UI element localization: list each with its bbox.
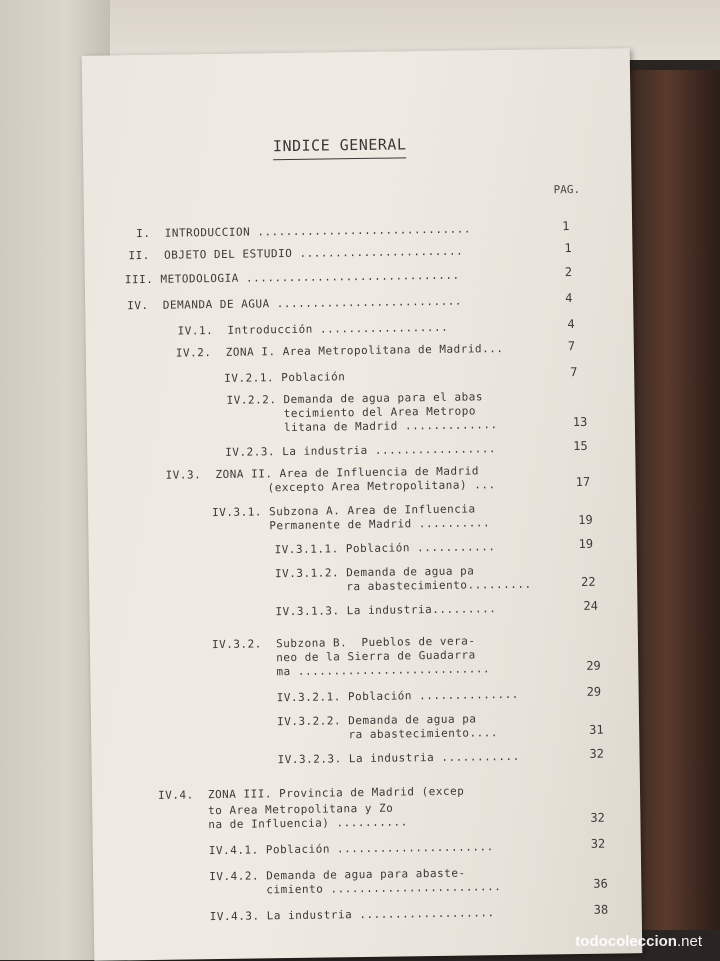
toc-entry-page: 22 [581, 574, 596, 589]
toc-entry-text: IV.3.2. Subzona B. Pueblos de vera- [211, 634, 476, 652]
toc-entry-text: ra abastecimiento.... [277, 726, 499, 743]
toc-entry-text: IV.2. ZONA I. Area Metropolitana de Madrid... [175, 342, 504, 360]
toc-entry-text: II. OBJETO DEL ESTUDIO ....................... [128, 244, 464, 263]
toc-entry-text: IV.3.1. Subzona A. Area de Influencia [212, 502, 476, 520]
toc-entry-page: 32 [590, 810, 605, 825]
toc-entry-page: 7 [567, 339, 576, 354]
toc-entry-page: 24 [583, 598, 598, 613]
toc-entry-text: IV.3. ZONA II. Area de Influencia de Madrid [165, 464, 480, 482]
toc-entry-page: 17 [575, 474, 591, 490]
toc-entry-text: IV.4. ZONA III. Provincia de Madrid (excep [157, 784, 465, 802]
toc-entry-text: IV.3.2.3. La industria ........... [277, 749, 520, 767]
toc-entry-text: cimiento ........................ [209, 880, 502, 898]
toc-entry-text: IV.2.2. Demanda de agua para el abas [226, 390, 484, 407]
toc-entry-page: 15 [573, 438, 588, 454]
toc-entry-page: 1 [562, 219, 570, 234]
toc-entry-page: 1 [564, 241, 572, 256]
toc-entry-page: 7 [570, 364, 578, 380]
toc-entry-text: IV. DEMANDA DE AGUA .......................... [127, 294, 463, 313]
toc-entry-text: IV.3.2.2. Demanda de agua pa [276, 712, 477, 729]
toc-entry-text: I. INTRODUCCION .............................. [136, 222, 472, 241]
toc-entry-text: na de Influencia) .......... [158, 815, 408, 832]
toc-entry-text: neo de la Sierra de Guadarra [212, 648, 476, 666]
toc-entry-text: (excepto Area Metropolitana) ... [217, 478, 496, 496]
toc-entry-text: IV.3.1.3. La industria......... [275, 602, 497, 619]
toc-entry-text: IV.3.1.1. Población ........... [274, 540, 496, 557]
toc-entry-page: 32 [589, 746, 605, 761]
toc-entry-text: IV.4.1. Población ...................... [208, 840, 494, 858]
toc-entry-page: 13 [572, 414, 588, 430]
toc-entry-text: IV.3.2.1. Población .............. [276, 687, 519, 705]
book-page [82, 48, 643, 961]
book-cover-edge [630, 70, 720, 930]
page-column-header: PAG. [553, 182, 581, 197]
toc-entry-text: ma ........................... [212, 662, 491, 680]
watermark-logo [575, 933, 702, 950]
toc-entry-page: 31 [589, 722, 604, 737]
toc-entry-text: IV.3.1.2. Demanda de agua pa [274, 564, 475, 581]
page-title: INDICE GENERAL [273, 135, 407, 160]
toc-entry-page: 19 [578, 536, 594, 551]
toc-entry-text: Permanente de Madrid .......... [212, 516, 491, 534]
toc-entry-text: IV.4.3. La industria ................... [209, 906, 495, 924]
toc-entry-page: 38 [593, 902, 609, 917]
toc-entry-text: ra abastecimiento......... [275, 577, 532, 595]
toc-entry-page: 36 [593, 876, 608, 891]
toc-entry-page: 29 [586, 684, 602, 699]
toc-entry-text: III. METODOLOGIA .............................. [124, 268, 460, 287]
toc-entry-text: IV.1. Introducción .................. [177, 320, 449, 338]
toc-entry-page: 32 [590, 836, 606, 851]
toc-entry-page: 4 [565, 291, 573, 306]
toc-entry-text: litana de Madrid ............. [226, 418, 498, 435]
toc-entry-page: 2 [564, 265, 573, 280]
toc-entry-text: tecimiento del Area Metropo [226, 404, 477, 421]
toc-entry-text: IV.4.2. Demanda de agua para abaste- [209, 866, 466, 884]
toc-entry-text: IV.2.3. La industria ................. [225, 442, 496, 459]
toc-entry-page: 19 [578, 512, 593, 527]
toc-entry-page: 4 [567, 317, 575, 332]
toc-entry-text: IV.2.1. Población [224, 370, 346, 385]
watermark-brand: todocoleccion [575, 933, 677, 950]
watermark-tld: .net [676, 933, 702, 950]
toc-entry-text: to Area Metropolitana y Zo [158, 801, 394, 818]
toc-entry-page: 29 [586, 658, 601, 673]
